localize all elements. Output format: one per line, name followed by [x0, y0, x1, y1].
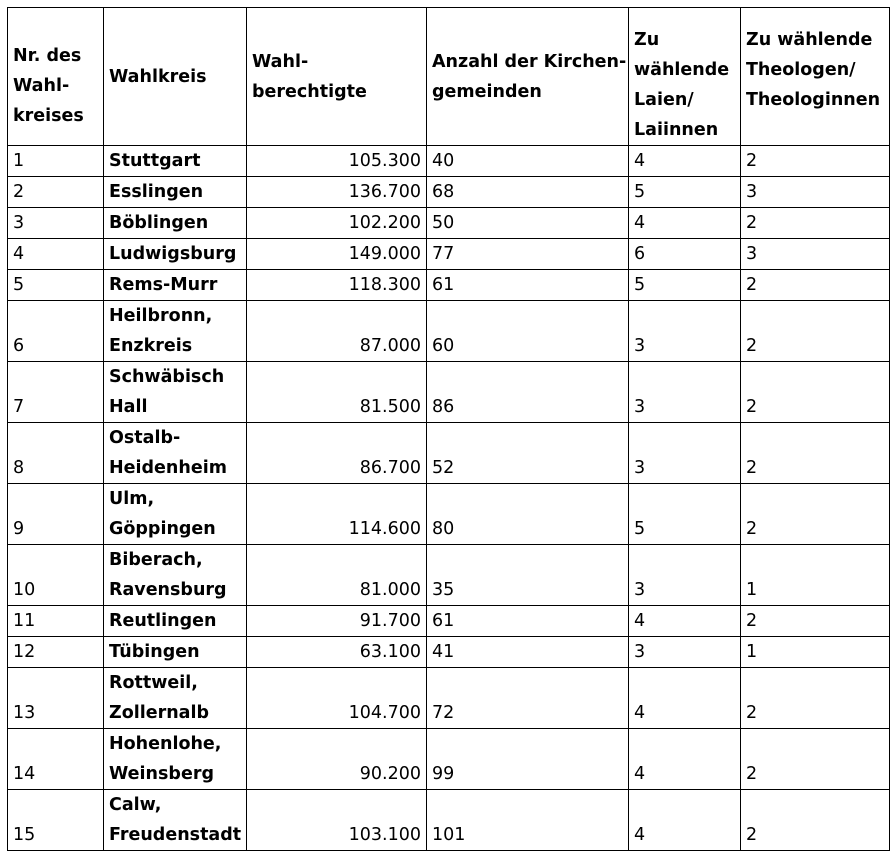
header-nr: Nr. des Wahl- kreises: [8, 8, 104, 146]
cell-theologen: 3: [741, 239, 890, 270]
table-row: [8, 146, 890, 177]
cell-wahlberechtigte: 91.700: [247, 606, 427, 637]
cell-theologen: 2: [741, 208, 890, 239]
cell-theologen: 1: [741, 637, 890, 668]
cell-laien: 4: [629, 146, 741, 177]
cell-nr: 2: [8, 177, 104, 208]
cell-wahlkreis: Schwäbisch Hall: [104, 362, 247, 423]
cell-wahlberechtigte: 105.300: [247, 146, 427, 177]
table-row: [8, 301, 890, 362]
cell-kirchengemeinden: 101: [427, 790, 629, 851]
header-laien: Zu wählende Laien/ Laiinnen: [629, 8, 741, 146]
cell-laien: 5: [629, 177, 741, 208]
cell-kirchengemeinden: 40: [427, 146, 629, 177]
cell-wahlberechtigte: 86.700: [247, 423, 427, 484]
cell-nr: 7: [8, 362, 104, 423]
cell-wahlkreis: Reutlingen: [104, 606, 247, 637]
cell-kirchengemeinden: 86: [427, 362, 629, 423]
cell-theologen: 2: [741, 484, 890, 545]
cell-theologen: 1: [741, 545, 890, 606]
cell-theologen: 2: [741, 146, 890, 177]
cell-wahlkreis: Stuttgart: [104, 146, 247, 177]
cell-laien: 3: [629, 545, 741, 606]
table-row: [8, 177, 890, 208]
cell-wahlberechtigte: 136.700: [247, 177, 427, 208]
cell-theologen: 3: [741, 177, 890, 208]
table-row: [8, 545, 890, 606]
table-header-row: [8, 8, 890, 146]
cell-nr: 5: [8, 270, 104, 301]
cell-kirchengemeinden: 72: [427, 668, 629, 729]
table-row: [8, 606, 890, 637]
cell-wahlkreis: Hohenlohe, Weinsberg: [104, 729, 247, 790]
cell-laien: 3: [629, 362, 741, 423]
cell-laien: 3: [629, 423, 741, 484]
table-body: [8, 146, 890, 851]
cell-kirchengemeinden: 61: [427, 606, 629, 637]
cell-laien: 3: [629, 637, 741, 668]
wahlkreis-table: [7, 7, 890, 851]
cell-wahlberechtigte: 81.500: [247, 362, 427, 423]
cell-theologen: 2: [741, 362, 890, 423]
cell-nr: 3: [8, 208, 104, 239]
table-row: [8, 729, 890, 790]
cell-kirchengemeinden: 52: [427, 423, 629, 484]
cell-wahlberechtigte: 63.100: [247, 637, 427, 668]
cell-nr: 1: [8, 146, 104, 177]
cell-theologen: 2: [741, 270, 890, 301]
cell-wahlberechtigte: 103.100: [247, 790, 427, 851]
cell-laien: 3: [629, 301, 741, 362]
cell-nr: 12: [8, 637, 104, 668]
cell-nr: 13: [8, 668, 104, 729]
table-row: [8, 668, 890, 729]
cell-wahlkreis: Calw, Freudenstadt: [104, 790, 247, 851]
cell-theologen: 2: [741, 423, 890, 484]
cell-theologen: 2: [741, 301, 890, 362]
cell-laien: 4: [629, 668, 741, 729]
cell-nr: 10: [8, 545, 104, 606]
cell-nr: 6: [8, 301, 104, 362]
cell-theologen: 2: [741, 790, 890, 851]
cell-wahlkreis: Tübingen: [104, 637, 247, 668]
cell-kirchengemeinden: 60: [427, 301, 629, 362]
header-wahlkreis: Wahlkreis: [104, 8, 247, 146]
cell-wahlkreis: Heilbronn, Enzkreis: [104, 301, 247, 362]
cell-wahlberechtigte: 87.000: [247, 301, 427, 362]
cell-laien: 5: [629, 484, 741, 545]
cell-wahlkreis: Ulm, Göppingen: [104, 484, 247, 545]
cell-kirchengemeinden: 68: [427, 177, 629, 208]
cell-kirchengemeinden: 35: [427, 545, 629, 606]
cell-laien: 6: [629, 239, 741, 270]
cell-laien: 5: [629, 270, 741, 301]
header-kirchengemeinden: Anzahl der Kirchen- gemeinden: [427, 8, 629, 146]
table-row: [8, 790, 890, 851]
table-row: [8, 423, 890, 484]
cell-wahlkreis: Biberach, Ravensburg: [104, 545, 247, 606]
cell-wahlberechtigte: 81.000: [247, 545, 427, 606]
cell-wahlberechtigte: 104.700: [247, 668, 427, 729]
cell-wahlberechtigte: 118.300: [247, 270, 427, 301]
table-row: [8, 637, 890, 668]
cell-theologen: 2: [741, 606, 890, 637]
cell-kirchengemeinden: 80: [427, 484, 629, 545]
table-row: [8, 239, 890, 270]
cell-wahlberechtigte: 90.200: [247, 729, 427, 790]
cell-wahlkreis: Rems-Murr: [104, 270, 247, 301]
cell-laien: 4: [629, 606, 741, 637]
cell-nr: 14: [8, 729, 104, 790]
cell-wahlkreis: Rottweil, Zollernalb: [104, 668, 247, 729]
cell-nr: 4: [8, 239, 104, 270]
cell-wahlberechtigte: 114.600: [247, 484, 427, 545]
cell-wahlkreis: Esslingen: [104, 177, 247, 208]
cell-nr: 9: [8, 484, 104, 545]
cell-nr: 8: [8, 423, 104, 484]
table-row: [8, 362, 890, 423]
cell-kirchengemeinden: 99: [427, 729, 629, 790]
cell-wahlkreis: Ludwigsburg: [104, 239, 247, 270]
cell-wahlberechtigte: 102.200: [247, 208, 427, 239]
cell-theologen: 2: [741, 668, 890, 729]
cell-wahlkreis: Böblingen: [104, 208, 247, 239]
cell-laien: 4: [629, 790, 741, 851]
cell-kirchengemeinden: 50: [427, 208, 629, 239]
cell-kirchengemeinden: 77: [427, 239, 629, 270]
table-row: [8, 208, 890, 239]
cell-kirchengemeinden: 41: [427, 637, 629, 668]
header-wahlberechtigte: Wahl- berechtigte: [247, 8, 427, 146]
cell-laien: 4: [629, 729, 741, 790]
cell-nr: 15: [8, 790, 104, 851]
cell-theologen: 2: [741, 729, 890, 790]
cell-wahlberechtigte: 149.000: [247, 239, 427, 270]
table-row: [8, 484, 890, 545]
cell-laien: 4: [629, 208, 741, 239]
cell-kirchengemeinden: 61: [427, 270, 629, 301]
cell-nr: 11: [8, 606, 104, 637]
cell-wahlkreis: Ostalb- Heidenheim: [104, 423, 247, 484]
table-row: [8, 270, 890, 301]
header-theologen: Zu wählende Theologen/ Theologinnen: [741, 8, 890, 146]
